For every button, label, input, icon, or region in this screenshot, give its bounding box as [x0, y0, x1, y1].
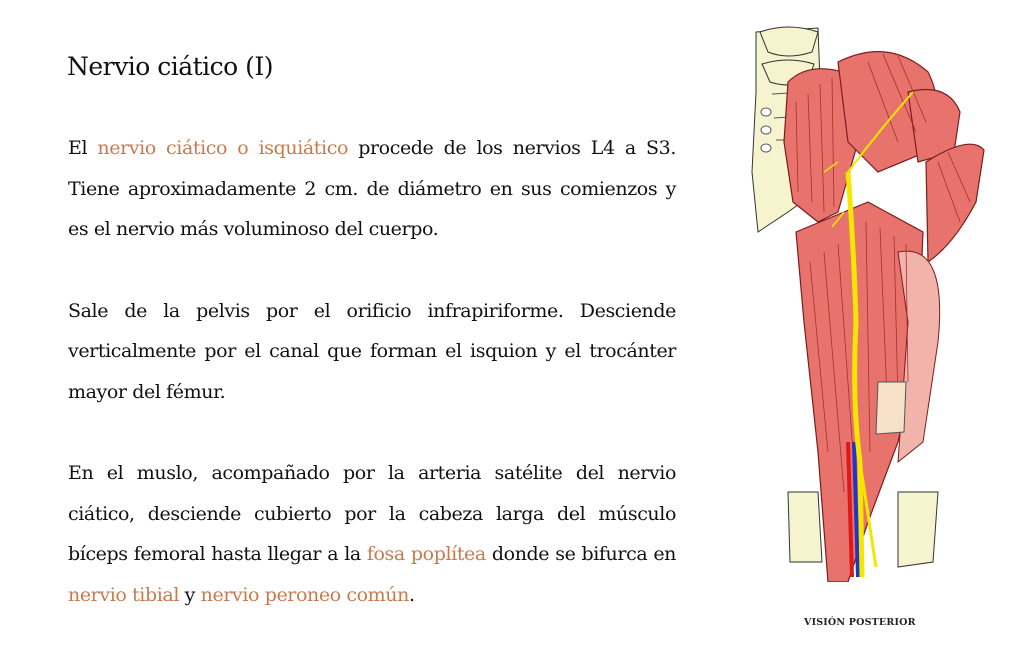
- text-segment: En el muslo, acompañado por la arteria satélite del nervio ciático, desciende cubierto por la cabeza larga del músculo bíceps femoral hasta llegar a la: [68, 462, 676, 565]
- paragraph-course: Sale de la pelvis por el orificio infrapiriforme. Desciende verticalmente por el canal que forman el isquion y el trocánter mayor del fémur.: [68, 299, 676, 403]
- text-segment: donde se bifurca en: [485, 543, 676, 565]
- anatomy-illustration: [748, 22, 1006, 582]
- text-segment: El: [68, 137, 98, 159]
- link-nervio-peroneo-comun[interactable]: nervio peroneo común: [200, 583, 409, 606]
- slide-title: Nervio ciático (I): [67, 52, 274, 81]
- text-segment: .: [408, 583, 415, 606]
- text-segment: procede de los nervios L4 a S3. Tiene aproximadamente 2 cm. de diámetro en sus comienzos y es el nervio más voluminoso del cuerpo.: [68, 137, 676, 240]
- paragraph-origin: [68, 128, 676, 250]
- text-segment: y: [179, 583, 201, 606]
- paragraph-thigh: [68, 453, 676, 615]
- content-text: [68, 128, 676, 615]
- link-nervio-tibial[interactable]: nervio tibial: [68, 583, 180, 606]
- figure-caption: VISIÓN POSTERIOR: [804, 617, 916, 628]
- link-fosa-poplitea[interactable]: fosa poplítea: [366, 543, 486, 565]
- link-nervio-ciatico[interactable]: nervio ciático o isquiático: [97, 137, 348, 159]
